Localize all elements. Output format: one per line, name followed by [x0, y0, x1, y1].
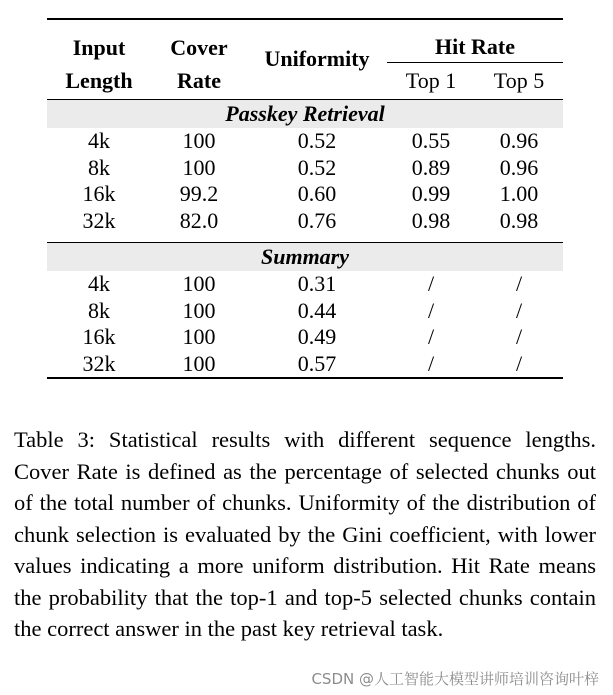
cell-top5: / — [515, 297, 523, 323]
table-caption — [14, 424, 596, 645]
table-row — [47, 128, 563, 155]
cell-uniformity: 0.57 — [297, 350, 337, 376]
cell-top5: 0.96 — [499, 128, 539, 154]
cell-top1: 0.89 — [411, 154, 451, 180]
cell-cover: 100 — [182, 350, 216, 376]
cell-top5: / — [515, 271, 523, 297]
cell-uniformity: 0.44 — [297, 297, 337, 323]
cell-top1: / — [427, 324, 435, 350]
watermark: CSDN @人工智能大模型讲师培训咨询叶梓 — [311, 670, 599, 688]
cell-top1: / — [427, 297, 435, 323]
header-row-1 — [47, 19, 563, 63]
table-row — [47, 298, 563, 325]
cell-uniformity: 0.52 — [297, 154, 337, 180]
cell-top5: 0.98 — [499, 207, 539, 233]
table-row — [47, 155, 563, 182]
cell-top1: 0.55 — [411, 128, 451, 154]
caption-text: Table 3: Statistical results with different sequence lengths. Cover Rate is defined as the percentage of selected chunks out of the total number of chunks. Uniformity of the distribution of chunk selection is evaluated by the Gini coefficient, with lower values indicating a more uniform distribution. Hit Rate means the probability that the top-1 and top-5 selected chunks contain the correct answer in the past key retrieval task. — [14, 427, 596, 641]
header-top1: Top 1 — [405, 68, 457, 93]
cell-length: 16k — [82, 324, 116, 350]
cell-uniformity: 0.52 — [297, 128, 337, 154]
table-row — [47, 181, 563, 208]
header-uniformity: Uniformity — [264, 45, 370, 71]
cell-top1: / — [427, 350, 435, 376]
section-summary — [47, 243, 563, 272]
cell-cover: 99.2 — [179, 181, 219, 207]
cell-top1: / — [427, 271, 435, 297]
results-table — [47, 18, 563, 379]
cell-top1: 0.99 — [411, 181, 451, 207]
cell-top5: / — [515, 324, 523, 350]
cell-cover: 100 — [182, 154, 216, 180]
cell-top5: 0.96 — [499, 154, 539, 180]
cell-uniformity: 0.31 — [297, 271, 337, 297]
section-gap — [47, 234, 563, 243]
section-passkey-retrieval — [47, 100, 563, 129]
cell-uniformity: 0.49 — [297, 324, 337, 350]
cell-length: 8k — [88, 154, 110, 180]
cell-length: 32k — [82, 207, 116, 233]
cell-length: 16k — [82, 181, 116, 207]
header-input-length-1: Input — [72, 34, 126, 60]
cell-length: 4k — [88, 271, 110, 297]
cell-cover: 100 — [182, 324, 216, 350]
cell-uniformity: 0.60 — [297, 181, 337, 207]
cell-cover: 100 — [182, 271, 216, 297]
cell-length: 32k — [82, 350, 116, 376]
table-row — [47, 351, 563, 379]
cell-cover: 100 — [182, 297, 216, 323]
cell-cover: 100 — [182, 128, 216, 154]
header-hit-rate: Hit Rate — [387, 19, 563, 63]
cell-length: 4k — [88, 128, 110, 154]
header-cover-rate-2: Rate — [177, 67, 221, 93]
cell-cover: 82.0 — [179, 207, 219, 233]
header-input-length-2: Length — [65, 67, 133, 93]
header-cover-rate-1: Cover — [170, 34, 228, 60]
cell-top5: 1.00 — [499, 181, 539, 207]
table-row — [47, 208, 563, 235]
table-row — [47, 271, 563, 298]
cell-top5: / — [515, 350, 523, 376]
section-title: Summary — [47, 243, 563, 272]
cell-top1: 0.98 — [411, 207, 451, 233]
table-row — [47, 324, 563, 351]
results-table-container — [47, 18, 563, 379]
header-top5: Top 5 — [493, 68, 545, 93]
cell-length: 8k — [88, 297, 110, 323]
section-title: Passkey Retrieval — [47, 100, 563, 129]
cell-uniformity: 0.76 — [297, 207, 337, 233]
